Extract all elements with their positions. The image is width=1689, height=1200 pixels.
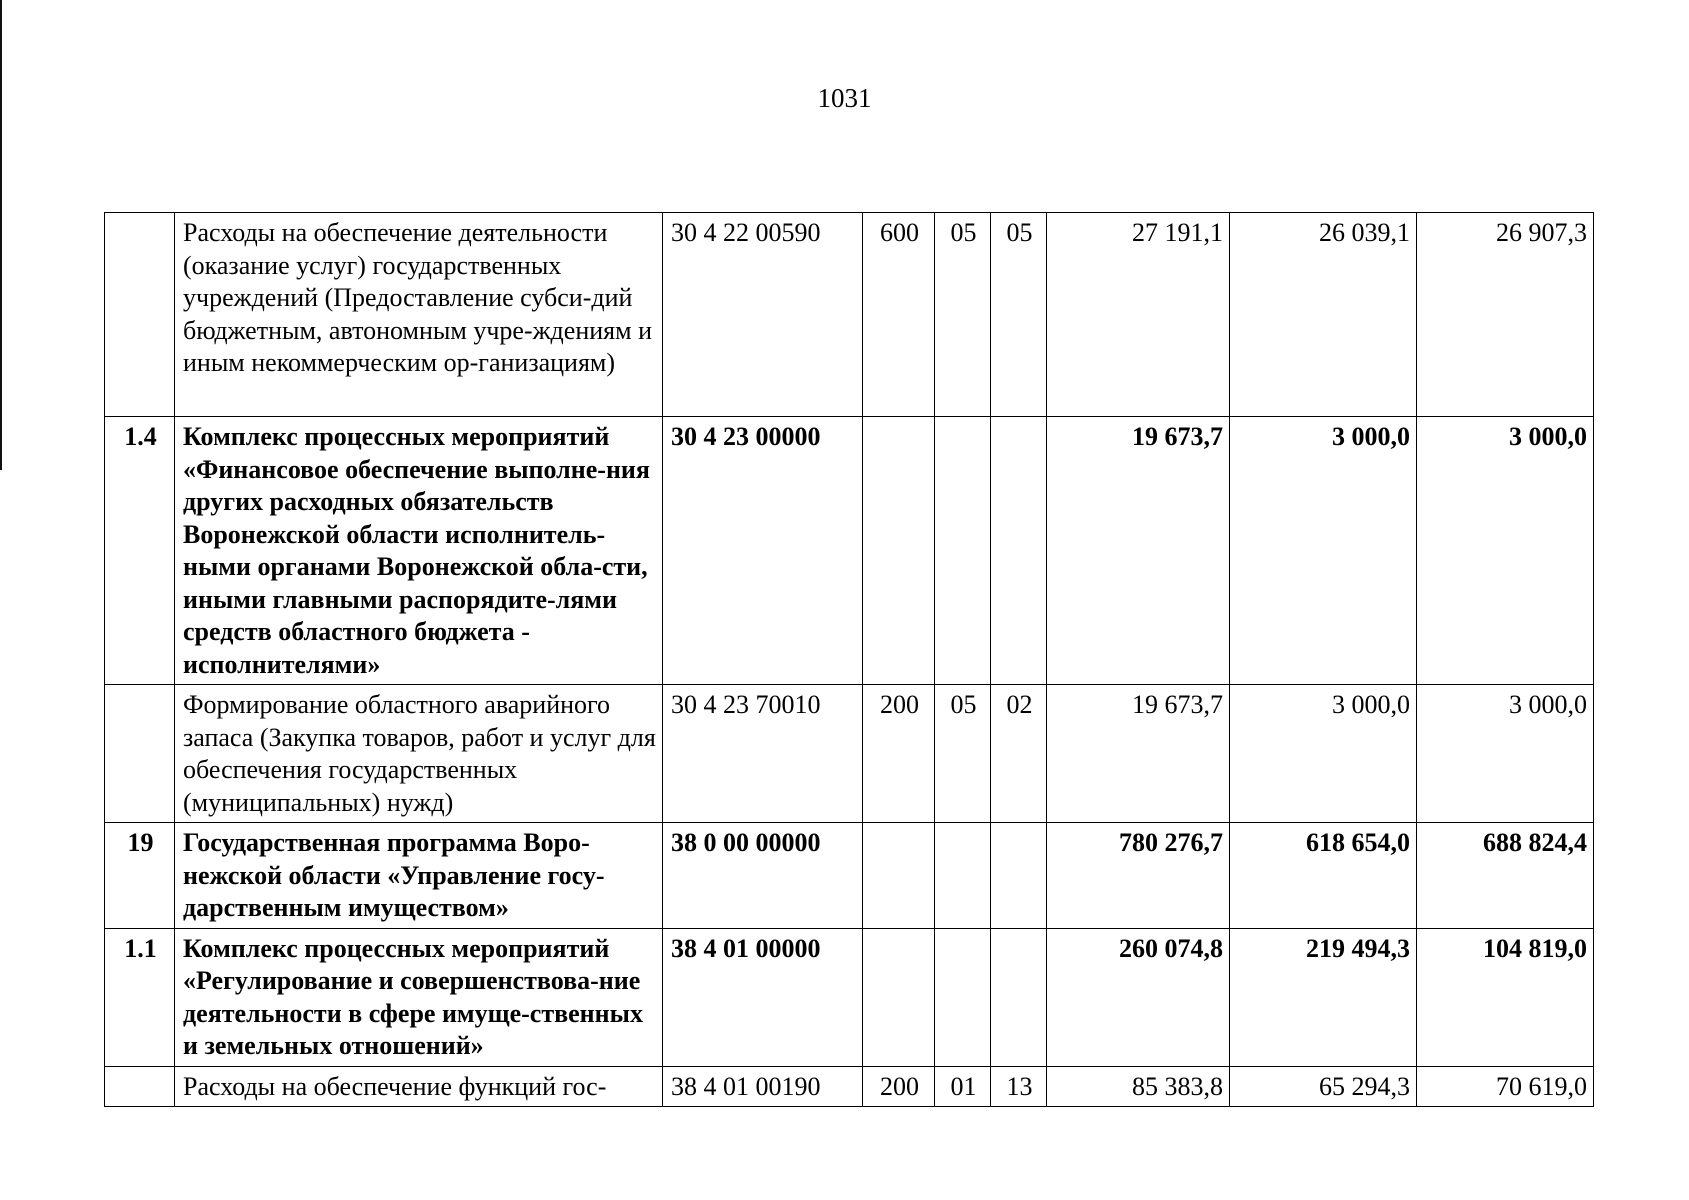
row-pr: 05: [991, 213, 1047, 417]
row-name: Государственная программа Воро-нежской области «Управление госу-дарственным имуществом»: [175, 823, 663, 929]
row-amount-1: 19 673,7: [1047, 417, 1230, 685]
row-amount-2: 3 000,0: [1230, 685, 1417, 823]
row-pr: 13: [991, 1066, 1047, 1107]
budget-table: [104, 212, 1594, 1107]
row-rz: [935, 417, 991, 685]
page-number: 1031: [817, 83, 872, 113]
row-amount-1: 85 383,8: [1047, 1066, 1230, 1107]
row-amount-1: 260 074,8: [1047, 928, 1230, 1066]
table-row: [105, 823, 1594, 929]
row-code: 38 4 01 00000: [663, 928, 863, 1066]
row-amount-1: 19 673,7: [1047, 685, 1230, 823]
row-amount-3: 688 824,4: [1417, 823, 1594, 929]
table-row: [105, 213, 1594, 417]
row-code: 38 0 00 00000: [663, 823, 863, 929]
row-amount-3: 3 000,0: [1417, 685, 1594, 823]
table-row: [105, 685, 1594, 823]
row-number: 1.4: [105, 417, 175, 685]
row-vr: 200: [863, 685, 935, 823]
row-name: Комплекс процессных мероприятий «Финансовое обеспечение выполне-ния других расходных обязательств Воронежской области исполнитель-ными органами Воронежской обла-сти, иными главными распорядите-лями средств областного бюджета - исполнителями»: [175, 417, 663, 685]
row-number: [105, 1066, 175, 1107]
row-rz: [935, 823, 991, 929]
row-vr: 200: [863, 1066, 935, 1107]
row-code: 30 4 23 70010: [663, 685, 863, 823]
row-name: Формирование областного аварийного запаса (Закупка товаров, работ и услуг для обеспечения государственных (муниципальных) нужд): [175, 685, 663, 823]
row-code: 38 4 01 00190: [663, 1066, 863, 1107]
row-name: Расходы на обеспечение функций гос-: [175, 1066, 663, 1107]
row-name: Комплекс процессных мероприятий «Регулирование и совершенствова-ние деятельности в сфере имуще-ственных и земельных отношений»: [175, 928, 663, 1066]
row-pr: [991, 417, 1047, 685]
row-rz: 05: [935, 685, 991, 823]
row-code: 30 4 22 00590: [663, 213, 863, 417]
row-number: [105, 213, 175, 417]
table-row: [105, 928, 1594, 1066]
row-code: 30 4 23 00000: [663, 417, 863, 685]
row-pr: 02: [991, 685, 1047, 823]
row-amount-1: 27 191,1: [1047, 213, 1230, 417]
row-name: Расходы на обеспечение деятельности (оказание услуг) государственных учреждений (Предоставление субси-дий бюджетным, автономным учре-ждениям и иным некоммерческим ор-ганизациям): [175, 213, 663, 417]
row-rz: 05: [935, 213, 991, 417]
row-vr: [863, 417, 935, 685]
row-vr: [863, 823, 935, 929]
row-vr: [863, 928, 935, 1066]
row-amount-3: 26 907,3: [1417, 213, 1594, 417]
row-rz: 01: [935, 1066, 991, 1107]
row-pr: [991, 823, 1047, 929]
row-amount-2: 219 494,3: [1230, 928, 1417, 1066]
row-amount-2: 618 654,0: [1230, 823, 1417, 929]
row-vr: 600: [863, 213, 935, 417]
row-amount-3: 3 000,0: [1417, 417, 1594, 685]
row-amount-1: 780 276,7: [1047, 823, 1230, 929]
row-amount-3: 70 619,0: [1417, 1066, 1594, 1107]
row-amount-2: 3 000,0: [1230, 417, 1417, 685]
table-row: [105, 1066, 1594, 1107]
row-amount-3: 104 819,0: [1417, 928, 1594, 1066]
row-number: [105, 685, 175, 823]
row-number: 1.1: [105, 928, 175, 1066]
row-rz: [935, 928, 991, 1066]
row-number: 19: [105, 823, 175, 929]
scan-edge-line: [0, 0, 2, 470]
row-amount-2: 65 294,3: [1230, 1066, 1417, 1107]
table-row: [105, 417, 1594, 685]
row-pr: [991, 928, 1047, 1066]
row-amount-2: 26 039,1: [1230, 213, 1417, 417]
